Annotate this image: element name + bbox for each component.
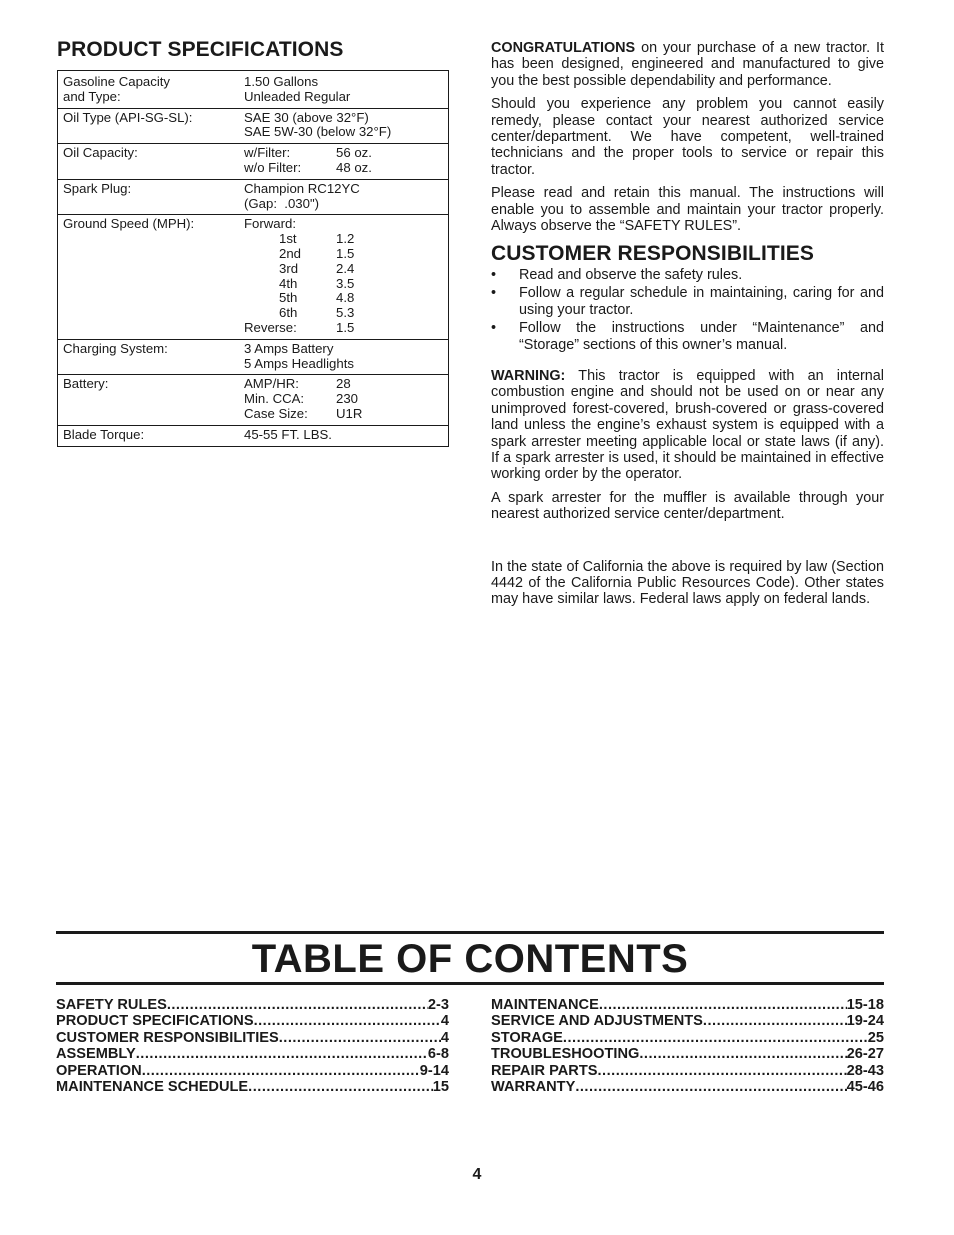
toc-entry[interactable] <box>56 1046 449 1062</box>
toc-top-rule <box>56 931 884 934</box>
spec-row-battery <box>58 374 448 424</box>
toc-left-column <box>56 997 449 1095</box>
gear-label: 4th <box>279 275 298 291</box>
spec-label: Oil Capacity: <box>63 145 138 161</box>
spec-value: 45-55 FT. LBS. <box>244 426 332 442</box>
gear-label: 6th <box>279 305 298 321</box>
spec-value: 3 Amps Battery <box>244 340 334 356</box>
toc-entry[interactable] <box>56 997 449 1013</box>
toc-entry-label: MAINTENANCE <box>491 997 599 1013</box>
toc-entry[interactable] <box>491 1063 884 1079</box>
toc-entry-pages: 25 <box>867 1029 884 1046</box>
gear-label: 1st <box>279 231 297 247</box>
spec-label: Blade Torque: <box>63 426 145 442</box>
spec-value: 56 oz. <box>336 145 372 161</box>
reverse-speed: 1.5 <box>336 319 355 335</box>
spec-label: Oil Type (API-SG-SL): <box>63 109 193 125</box>
spec-label: Spark Plug: <box>63 180 132 196</box>
spec-row-blade-torque <box>58 425 448 446</box>
toc-entry-label: SERVICE AND ADJUSTMENTS <box>491 1013 703 1030</box>
spec-label: Ground Speed (MPH): <box>63 216 195 232</box>
toc-entry-label: OPERATION <box>56 1062 142 1079</box>
spec-key: w/Filter: <box>244 145 291 161</box>
warning-paragraph <box>491 368 884 483</box>
spec-value: U1R <box>336 405 363 421</box>
toc-entry[interactable] <box>491 1079 884 1095</box>
toc-entry-pages: 45-46 <box>846 1079 884 1096</box>
toc-entry[interactable] <box>56 1030 449 1046</box>
spec-value: 5 Amps Headlights <box>244 355 354 371</box>
gear-speed: 3.5 <box>336 275 355 291</box>
gear-label: 5th <box>279 290 298 306</box>
toc-entry[interactable] <box>491 1013 884 1029</box>
list-item: • Follow a regular schedule in maintaining, caring for and using your tractor. <box>491 285 884 318</box>
toc-entry-pages: 19-24 <box>846 1013 884 1030</box>
california-paragraph: In the state of California the above is required by law (Section 4442 of the California Public Resources Code). Other states may have similar laws. Federal laws apply on federal lands. <box>491 558 884 608</box>
spec-value: 48 oz. <box>336 159 372 175</box>
toc-right-column <box>491 997 884 1095</box>
gear-speed: 4.8 <box>336 290 355 306</box>
toc-entry[interactable] <box>491 1030 884 1046</box>
toc-entry-label: STORAGE <box>491 1029 563 1046</box>
product-specifications-title: PRODUCT SPECIFICATIONS <box>57 38 344 61</box>
toc-title: TABLE OF CONTENTS <box>251 937 689 981</box>
spec-row-ground-speed <box>58 214 448 338</box>
toc-entry[interactable] <box>56 1079 449 1095</box>
toc-entry-pages: 4 <box>440 1029 449 1046</box>
spec-row-gasoline <box>58 71 448 108</box>
toc-entry-label: ASSEMBLY <box>56 1046 136 1063</box>
spec-label: Battery: <box>63 376 109 392</box>
spec-value: Champion RC12YC <box>244 180 360 196</box>
spec-row-oil-type <box>58 108 448 144</box>
toc-entry-label: MAINTENANCE SCHEDULE <box>56 1079 249 1096</box>
toc-entry-label: SAFETY RULES <box>56 997 167 1013</box>
spec-key: AMP/HR: <box>244 376 299 392</box>
customer-responsibilities-title: CUSTOMER RESPONSIBILITIES <box>491 242 814 266</box>
toc-entry-pages: 9-14 <box>419 1062 449 1079</box>
gear-label: 3rd <box>279 260 299 276</box>
spec-value: 1.50 Gallons <box>244 74 319 89</box>
toc-entry-pages: 2-3 <box>427 997 449 1013</box>
toc-entry[interactable] <box>56 1013 449 1029</box>
list-item: • Read and observe the safety rules. <box>491 267 884 283</box>
toc-bottom-rule <box>56 982 884 985</box>
retain-paragraph: Please read and retain this manual. The instructions will enable you to assemble and maintain your tractor properly. Always observe the “SAFETY RULES”. <box>491 185 884 235</box>
congratulations-text: on your purchase of a new tractor. It has been designed, engineered and manufactured to give you the best possible dependability and performance. <box>491 40 884 89</box>
toc-entry-label: CUSTOMER RESPONSIBILITIES <box>56 1029 279 1046</box>
spark-arrester-paragraph: A spark arrester for the muffler is available through your nearest authorized service center/department. <box>491 489 884 523</box>
toc-entry[interactable] <box>491 997 884 1013</box>
spec-value: Unleaded Regular <box>244 88 351 104</box>
congratulations-paragraph <box>491 40 884 89</box>
spec-value: SAE 5W-30 (below 32°F) <box>244 124 392 140</box>
toc-entry-pages: 6-8 <box>427 1046 449 1063</box>
spec-row-spark-plug <box>58 179 448 215</box>
toc-entry-pages: 28-43 <box>846 1062 884 1079</box>
toc-entry-pages: 15-18 <box>846 997 884 1013</box>
toc-entry-pages: 15 <box>432 1079 449 1096</box>
spec-label: Gasoline Capacity and Type: <box>63 74 171 104</box>
spec-value: 28 <box>336 376 351 392</box>
toc-entry-label: WARRANTY <box>491 1079 576 1096</box>
gear-speed: 2.4 <box>336 260 355 276</box>
toc-entry-pages: 4 <box>440 1013 449 1030</box>
warning-label: WARNING: <box>491 367 566 384</box>
gear-speed: 1.5 <box>336 245 355 261</box>
spec-key: Min. CCA: <box>244 391 305 407</box>
spec-value: (Gap: .030") <box>244 195 320 211</box>
toc-entry-label: TROUBLESHOOTING <box>491 1046 640 1063</box>
toc-entry-pages: 26-27 <box>846 1046 884 1063</box>
toc-entry[interactable] <box>491 1046 884 1062</box>
spec-label: Charging System: <box>63 340 168 356</box>
toc-entry-label: REPAIR PARTS <box>491 1062 598 1079</box>
spec-key: w/o Filter: <box>244 159 302 175</box>
gear-speed: 1.2 <box>336 231 355 247</box>
gear-label: 2nd <box>279 245 302 261</box>
spec-row-oil-capacity <box>58 143 448 179</box>
congratulations-heading: CONGRATULATIONS <box>491 40 636 56</box>
gear-speed: 5.3 <box>336 305 355 321</box>
reverse-label: Reverse: <box>244 319 297 335</box>
right-column <box>491 40 884 615</box>
page-number: 4 <box>472 1166 482 1183</box>
specifications-table <box>57 70 449 447</box>
problem-paragraph: Should you experience any problem you cannot easily remedy, please contact your nearest authorized service center/department. We have competent, well-trained technicians and the proper tools to service or repair this tractor. <box>491 96 884 178</box>
spec-value: SAE 30 (above 32°F) <box>244 109 369 125</box>
toc-entry[interactable] <box>56 1063 449 1079</box>
spec-value: 230 <box>336 391 359 407</box>
spec-row-charging <box>58 339 448 375</box>
toc-entry-label: PRODUCT SPECIFICATIONS <box>56 1013 254 1030</box>
forward-label: Forward: <box>244 216 297 232</box>
warning-text: This tractor is equipped with an internal combustion engine and should not be used on or near any unimproved forest-covered, brush-covered or grass-covered land unless the engine’s exhaust system is equipped with a spark arrester meeting applicable local or state laws (if any). If a spark arrester is used, it should be maintained in effective working order by the operator. <box>491 367 884 483</box>
responsibilities-list <box>491 267 884 353</box>
list-item: • Follow the instructions under “Maintenance” and “Storage” sections of this owner’s manual. <box>491 320 884 353</box>
spec-key: Case Size: <box>244 405 308 421</box>
